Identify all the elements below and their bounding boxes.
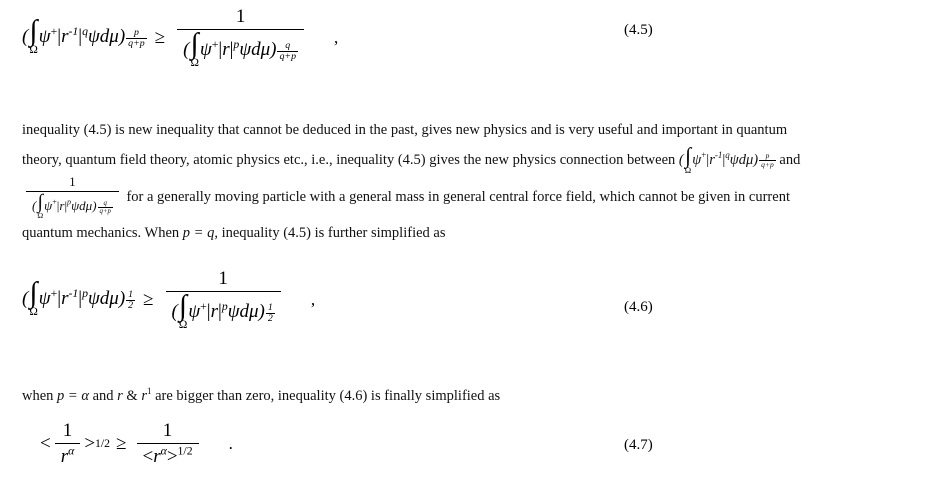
equation-4-5 [22, 6, 338, 69]
fraction-numerator: 1 [62, 420, 73, 441]
equation-4-7 [40, 420, 233, 468]
r-exponent: α [160, 444, 167, 458]
integral-symbol: ∫ Ω [29, 276, 38, 318]
relation-geq: ≥ [143, 288, 154, 310]
integral-domain: Ω [37, 211, 44, 221]
paragraph-1-line-4 [22, 218, 932, 248]
paragraph-2 [22, 381, 932, 411]
r-variable: r [59, 197, 65, 213]
paragraph-text: are bigger than zero, inequality (4.6) is finally simplified as [155, 388, 501, 404]
abs-exponent: q [82, 24, 88, 38]
paragraph-text: when [22, 388, 54, 404]
fraction-denominator [177, 29, 304, 69]
abs-open: | [218, 38, 223, 60]
abs-open: | [56, 197, 60, 213]
inline-condition-p-equals-q: p = q [182, 225, 215, 241]
psi-d-mu: ψdμ [239, 38, 271, 60]
integral-domain: Ω [178, 318, 188, 331]
exponent-fraction: $\frac{q}{q+p}$ [99, 199, 111, 215]
fraction-numerator: 1 [162, 420, 173, 441]
paragraph-1-line-3 [22, 175, 932, 220]
exponent-fraction: $\frac{1}{2}$ [128, 288, 134, 312]
r-variable: r [210, 300, 218, 322]
abs-exponent: p [67, 197, 72, 207]
psi-dagger: + [200, 299, 207, 313]
exponent-fraction: $\frac{q}{q+p}$ [279, 39, 297, 62]
abs-close: | [218, 300, 222, 322]
paren-open: ( [22, 288, 29, 309]
paragraph-text: and [92, 388, 114, 404]
integral-domain: Ω [190, 56, 199, 69]
equation-4-7-number: (4.7) [624, 437, 653, 453]
r-variable: r [709, 152, 715, 168]
paren-close: ) [270, 38, 277, 60]
exponent-fraction: $\frac{1}{2}$ [267, 301, 273, 324]
relation-geq: ≥ [154, 26, 166, 48]
paren-close: ) [118, 26, 126, 47]
abs-exponent: p [233, 37, 240, 51]
abs-open: | [57, 26, 62, 47]
angle-bracket-open: < [142, 445, 154, 467]
psi-dagger: + [50, 24, 58, 38]
abs-close: | [229, 38, 234, 60]
r-variable: r [61, 26, 69, 47]
integral-symbol: ∫ Ω [29, 14, 38, 56]
inline-condition-p-equals-alpha: p = α [57, 388, 89, 404]
abs-open: | [57, 288, 62, 309]
abs-open: | [206, 300, 211, 322]
psi-dagger: + [50, 286, 58, 300]
equation-4-6-rhs-fraction [166, 268, 281, 331]
fraction-denominator [137, 443, 199, 468]
psi-dagger: + [52, 197, 57, 207]
paragraph-text: , inequality (4.5) is further simplified as [214, 225, 446, 241]
psi-d-mu: ψdμ [71, 197, 93, 213]
psi-d-mu: ψdμ [87, 26, 119, 47]
integral-symbol: ∫ Ω [178, 289, 188, 331]
psi-d-mu: ψdμ [227, 300, 259, 322]
abs-open: | [706, 152, 710, 168]
paren-open: ( [183, 38, 190, 60]
inline-r-superscript-1: $r^1$ [141, 386, 152, 404]
integral-domain: Ω [684, 165, 692, 176]
psi: ψ [38, 26, 51, 47]
equation-4-6-lhs [22, 276, 135, 318]
psi-d-mu: ψdμ [729, 152, 754, 168]
integral-domain: Ω [29, 305, 38, 318]
integral-symbol: ∫ Ω [37, 190, 44, 221]
abs-close: | [78, 26, 83, 47]
inline-r: r [117, 388, 123, 404]
psi: ψ [44, 197, 53, 213]
abs-close: | [722, 152, 726, 168]
exponent-half: 1/2 [177, 444, 193, 458]
exponent-fraction: $\frac{p}{q+p}$ [128, 26, 145, 50]
equation-4-7-rhs-fraction [137, 420, 199, 468]
fraction-numerator: 1 [69, 174, 76, 189]
r-exponent: -1 [714, 150, 723, 161]
paragraph-1-line-1 [22, 115, 922, 145]
abs-exponent: q [725, 150, 730, 161]
inline-fraction-one-over-integral [26, 175, 119, 220]
angle-bracket-close: > [166, 445, 178, 467]
paragraph-text: and [779, 152, 801, 168]
fraction-denominator [166, 291, 281, 331]
integral-symbol: ∫ Ω [190, 27, 199, 69]
fraction-numerator: 1 [218, 268, 228, 289]
fraction-numerator: 1 [235, 6, 246, 27]
abs-close: | [78, 288, 83, 309]
angle-bracket-open: < [40, 432, 51, 454]
psi: ψ [692, 152, 702, 168]
paren-open: ( [32, 197, 37, 213]
paragraph-text: & [126, 388, 138, 404]
equation-4-5-number: (4.5) [624, 22, 653, 38]
r-exponent: -1 [68, 286, 79, 300]
paragraph-text: for a generally moving particle with a general mass in general central force field, which cannot be given in current [126, 188, 790, 205]
abs-close: | [64, 197, 68, 213]
abs-exponent: p [82, 286, 88, 300]
exponent-fraction: $\frac{p}{q+p}$ [761, 151, 774, 170]
paren-close: ) [92, 197, 97, 213]
paragraph-1-line-2 [22, 145, 932, 175]
r-exponent: -1 [68, 24, 79, 38]
psi: ψ [38, 288, 51, 309]
paren-close: ) [258, 300, 265, 322]
equation-4-6-comma: , [310, 289, 316, 309]
r-variable: r [61, 288, 69, 309]
inline-integral-expression [678, 143, 780, 176]
paren-open: ( [22, 26, 29, 47]
paren-open: ( [678, 152, 684, 168]
r-variable: r [222, 38, 230, 60]
integral-domain: Ω [29, 43, 38, 56]
equation-4-5-lhs [22, 14, 147, 56]
fraction-denominator [26, 191, 119, 220]
paragraph-text: inequality (4.5) is new inequality that cannot be deduced in the past, gives new physics and is very useful and important in quantum [22, 122, 788, 138]
r-variable: r [153, 445, 161, 467]
paren-close: ) [118, 288, 126, 309]
psi-dagger: + [211, 37, 219, 51]
equation-4-5-comma: , [334, 27, 339, 47]
paren-open: ( [171, 300, 178, 322]
fraction-denominator: $r^\alpha$ [55, 443, 81, 468]
paren-close: ) [753, 152, 759, 168]
paragraph-text: theory, quantum field theory, atomic physics etc., i.e., inequality (4.5) gives the new physics connection between [22, 152, 676, 168]
psi: ψ [199, 38, 212, 60]
abs-exponent: p [221, 299, 228, 313]
psi-d-mu: ψdμ [87, 288, 119, 309]
equation-4-5-rhs-fraction [177, 6, 304, 69]
paragraph-text: quantum mechanics. When [22, 225, 180, 241]
angle-bracket-close: > [84, 432, 96, 454]
psi-dagger: + [701, 150, 707, 161]
expectation-fraction [55, 420, 81, 468]
relation-geq: ≥ [116, 432, 127, 454]
equation-4-6 [22, 268, 315, 331]
equation-4-7-period: . [228, 433, 233, 453]
equation-4-6-number: (4.6) [624, 299, 653, 315]
equation-4-7-lhs: < $\frac{1}{r^\alpha}$ > 1/2 [40, 420, 111, 467]
integral-symbol: ∫ Ω [684, 143, 692, 176]
psi: ψ [188, 300, 201, 322]
